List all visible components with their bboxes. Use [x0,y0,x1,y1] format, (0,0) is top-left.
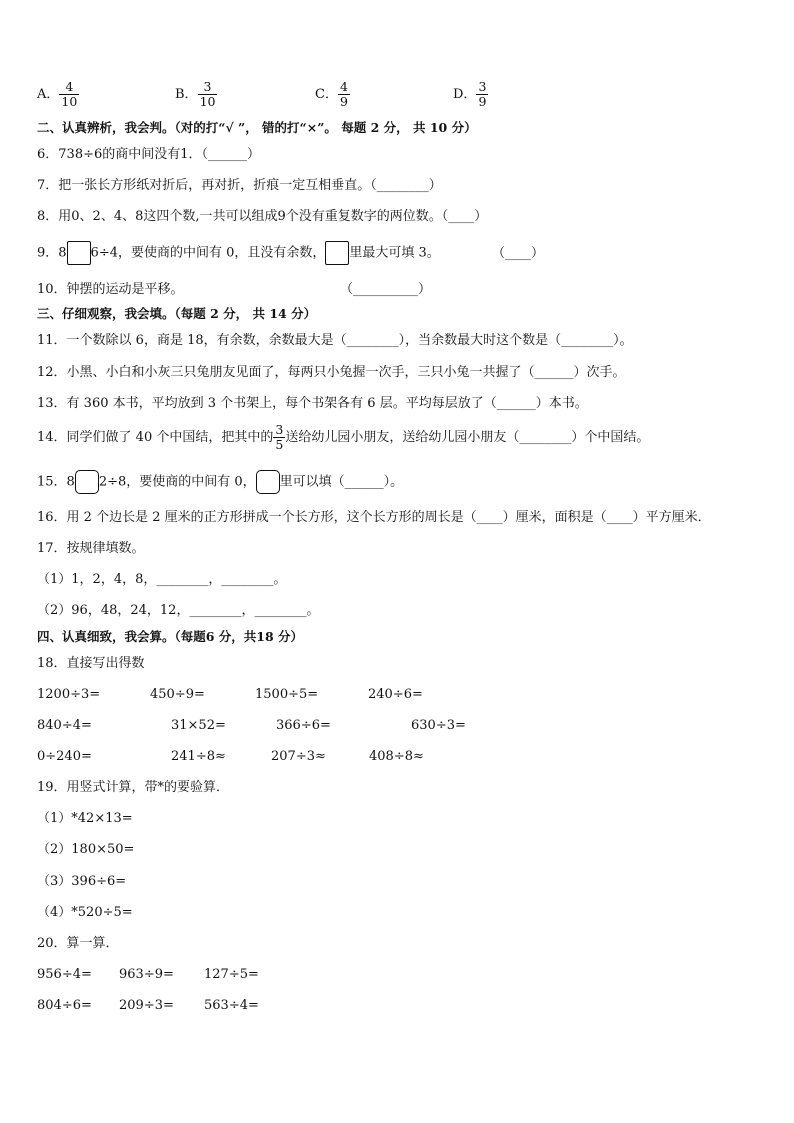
answer-box[interactable] [325,241,349,265]
fraction [338,80,350,109]
q9-prefix: 9．8 [37,245,67,261]
question-9 [37,241,440,265]
question-17-2: （2）96，48，24，12，________，________。 [37,603,320,618]
calc-item: 366÷6= [276,718,331,733]
calc-item: 563÷4= [204,998,259,1013]
question-6: 6．738÷6的商中间没有1．（______） [37,147,261,162]
calc-item: 207÷3≈ [271,749,326,764]
calc-item: 450÷9= [150,687,205,702]
calc-item: 1200÷3= [37,687,101,702]
calc-item: 240÷6= [368,687,423,702]
question-17-1: （1）1，2，4，8，________，________。 [37,572,287,587]
question-20: 20．算一算． [37,936,119,951]
q15-prefix: 15．8 [37,474,75,490]
fraction [273,423,285,452]
question-17: 17．按规律填数。 [37,541,145,556]
q9-suffix: 里最大可填 3。 [349,245,440,261]
fraction-numerator: 3 [478,79,487,94]
calc-item: 1500÷5= [255,687,319,702]
option-letter: B． [175,87,198,102]
question-19-2: （2）180×50= [37,842,135,857]
q9-middle: 6÷4，要使商的中间有 0，且没有余数， [90,245,326,261]
fraction-numerator: 4 [339,79,348,94]
calc-item: 241÷8≈ [171,749,226,764]
section-2-heading: 二、认真辨析，我会判。（对的打“√ ”， 错的打“×”。 每题 2 分， 共 10 分） [37,120,477,135]
fraction-numerator: 3 [275,422,284,437]
fraction-numerator: 3 [198,80,218,95]
q15-suffix: 里可以填（______）。 [279,474,404,490]
q15-middle: 2÷8，要使商的中间有 0， [98,474,256,490]
calc-item: 840÷4= [37,718,92,733]
option-letter: D． [453,87,477,102]
calc-item: 0÷240= [37,749,92,764]
question-19: 19．用竖式计算，带*的要验算． [37,780,230,795]
answer-box[interactable] [67,241,91,265]
question-10: 10．钟摆的运动是平移。 [37,282,184,297]
question-11: 11．一个数除以 6，商是 18，有余数，余数最大是（________），当余数最大时这个数是（________）。 [37,333,633,348]
calc-item: 630÷3= [411,718,466,733]
fraction-denominator: 10 [199,94,216,109]
question-19-1: （1）*42×13= [37,811,133,826]
fraction-denominator: 10 [61,94,78,109]
question-19-4: （4）*520÷5= [37,905,133,920]
question-16: 16．用 2 个边长是 2 厘米的正方形拼成一个长方形，这个长方形的周长是（____）厘米，面积是（____）平方厘米． [37,510,711,525]
q9-blank: （____） [492,246,545,261]
question-14 [37,423,649,452]
question-7: 7．把一张长方形纸对折后，再对折，折痕一定互相垂直。（________） [37,178,442,193]
question-8: 8．用0、2、4、8这四个数,一共可以组成9个没有重复数字的两位数。（____） [37,209,488,224]
question-15 [37,470,403,494]
option-b [175,80,217,109]
calc-item: 408÷8≈ [369,749,424,764]
q10-blank: （__________） [340,282,432,297]
option-letter: A． [37,87,60,102]
calc-item: 209÷3= [119,998,174,1013]
calc-item: 963÷9= [119,967,174,982]
fraction-denominator: 5 [275,437,284,452]
option-d [453,80,488,109]
fraction [198,80,218,109]
option-c [315,80,350,109]
calc-item: 31×52= [171,718,226,733]
section-3-heading: 三、仔细观察，我会填。（每题 2 分， 共 14 分） [37,306,317,321]
fraction [59,80,79,109]
question-19-3: （3）396÷6= [37,874,127,889]
calc-item: 127÷5= [204,967,259,982]
answer-box[interactable] [75,470,99,494]
q14-prefix: 14．同学们做了 40 个中国结，把其中的 [37,430,274,445]
fraction-denominator: 9 [339,94,348,109]
answer-box[interactable] [256,470,280,494]
option-a [37,80,79,109]
fraction [476,80,488,109]
section-4-heading: 四、认真细致，我会算。（每题6 分，共18 分） [37,629,304,644]
calc-item: 804÷6= [37,998,92,1013]
q14-suffix: 送给幼儿园小朋友，送给幼儿园小朋友（________）个中国结。 [285,430,650,445]
option-letter: C． [315,87,338,102]
calc-item: 956÷4= [37,967,92,982]
question-13: 13．有 360 本书，平均放到 3 个书架上，每个书架各有 6 层。平均每层放了（______）本书。 [37,396,588,411]
question-18: 18．直接写出得数 [37,656,145,671]
fraction-denominator: 9 [478,94,487,109]
fraction-numerator: 4 [59,80,79,95]
question-12: 12．小黑、小白和小灰三只兔朋友见面了，每两只小兔握一次手，三只小兔一共握了（______）次手。 [37,365,626,380]
